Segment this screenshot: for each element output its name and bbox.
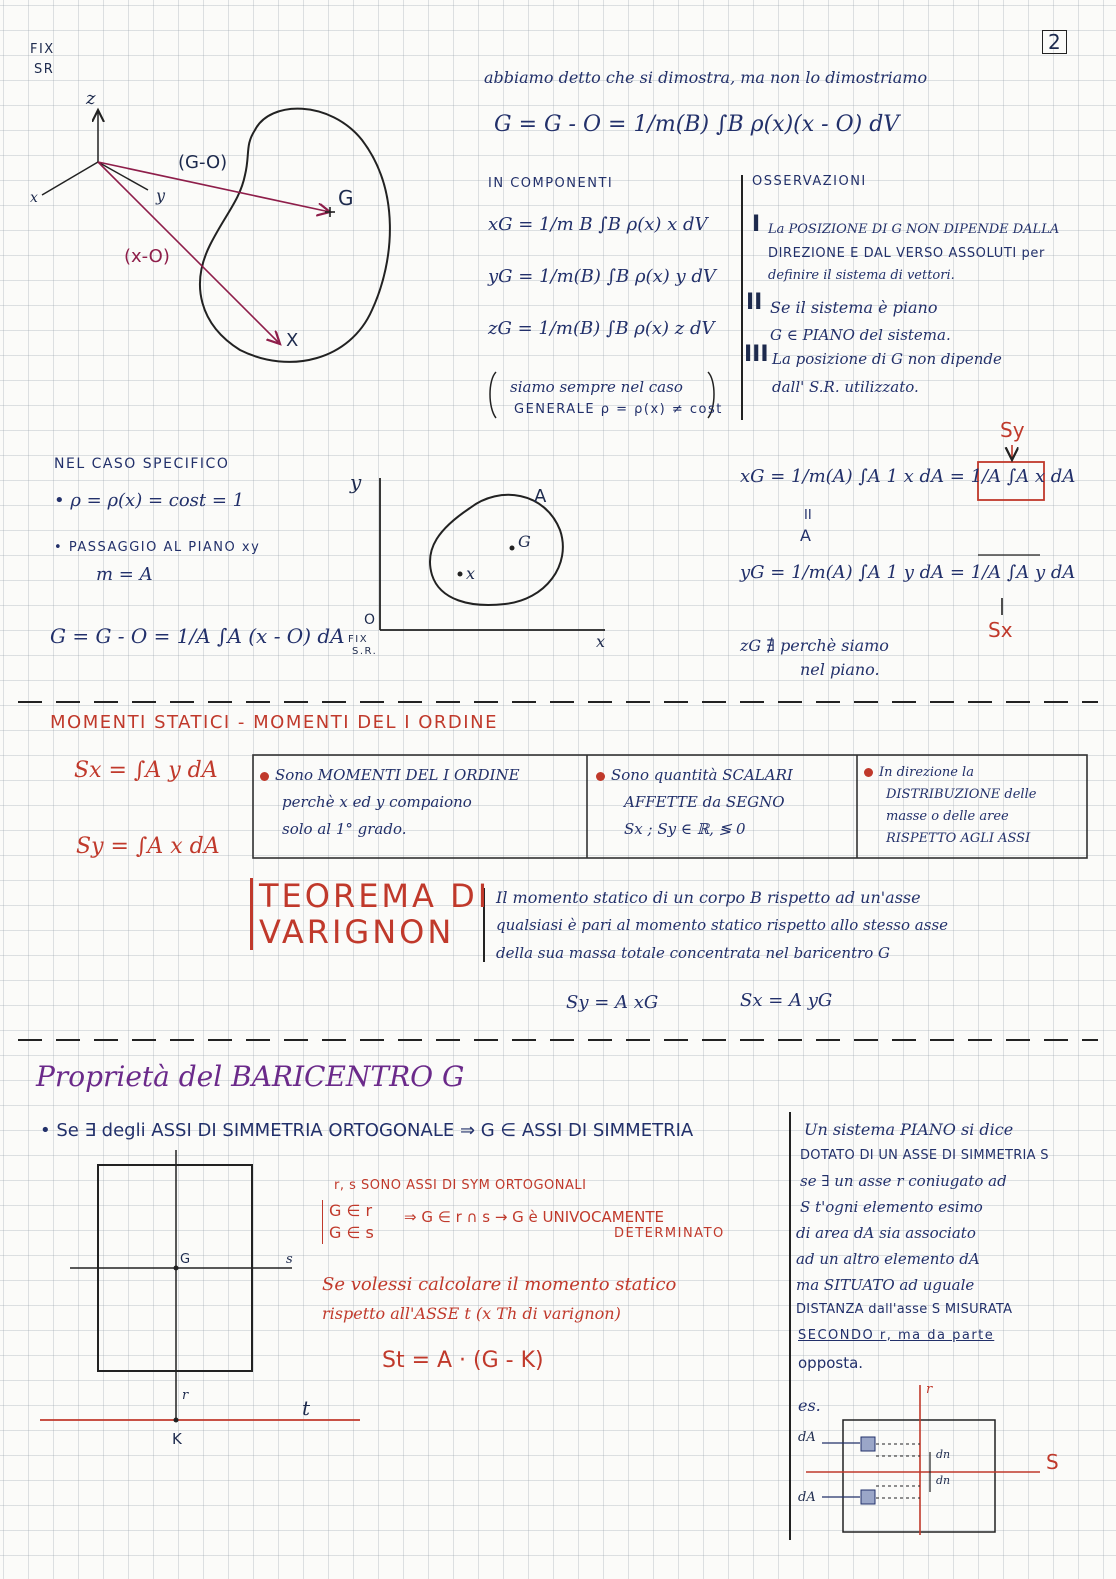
moments-cell-1: Sono MOMENTI DEL I ORDINE perchè x ed y compaiono solo al 1° grado. bbox=[260, 762, 520, 843]
sym-line5: di area dA sia associato bbox=[796, 1224, 976, 1242]
y-label: y bbox=[156, 186, 166, 205]
moments-cell-2: Sono quantità SCALARI AFFETTE da SEGNO Sx ; Sy ∈ ℝ, ≶ 0 bbox=[596, 762, 793, 843]
x-axis-label: x bbox=[30, 190, 38, 206]
properties-bullet: • Se ∃ degli ASSI DI SIMMETRIA ORTOGONALE ⇒ G ∈ ASSI DI SIMMETRIA bbox=[40, 1120, 694, 1141]
calc-note-line1: Se volessi calcolare il momento statico bbox=[322, 1274, 677, 1295]
plot-g-label: G bbox=[518, 532, 531, 551]
sym-line7: ma SITUATO ad uguale bbox=[796, 1276, 975, 1294]
sr-label: SR bbox=[34, 62, 55, 77]
g-membership-system: G ∈ r G ∈ s bbox=[322, 1200, 374, 1244]
properties-title: Proprietà del BARICENTRO G bbox=[36, 1060, 465, 1093]
varignon-formula-sy: Sy = A xG bbox=[566, 992, 659, 1013]
rho-const: • ρ = ρ(x) = cost = 1 bbox=[54, 490, 245, 511]
plane-barycenter-formula: G = G - O = 1/A ∫A (x - O) dA bbox=[50, 624, 345, 648]
sym-fig-da-top: dA bbox=[798, 1430, 816, 1445]
intro-text: abbiamo detto che si dimostra, ma non lo dimostriamo bbox=[484, 68, 928, 87]
plot-origin-label: O bbox=[364, 612, 376, 628]
x-axis bbox=[42, 162, 98, 195]
area-outline bbox=[430, 495, 563, 605]
sym-example-label: es. bbox=[798, 1396, 821, 1415]
moments-cell-3: In direzione la DISTRIBUZIONE delle masse o delle aree RISPETTO AGLI ASSI bbox=[864, 762, 1036, 850]
obs-iii-line1: La posizione di G non dipende bbox=[772, 350, 1002, 368]
varignon-formula-sx: Sx = A yG bbox=[740, 990, 833, 1011]
calc-note-line2: rispetto all'ASSE t (x Th di varignon) bbox=[322, 1304, 621, 1323]
varignon-title: TEOREMA DI VARIGNON bbox=[250, 878, 490, 950]
plot-point-label: x bbox=[466, 564, 476, 583]
fig-t-label: t bbox=[302, 1396, 311, 1420]
xo-label: (x-O) bbox=[124, 246, 170, 267]
mass-note-equal: II bbox=[804, 508, 812, 523]
mass-equals-area: m = A bbox=[96, 564, 153, 585]
body-diagram bbox=[42, 109, 390, 362]
sym-fig-s: S bbox=[1046, 1450, 1059, 1474]
obs-ii-line2: G ∈ PIANO del sistema. bbox=[770, 326, 951, 344]
plot-sr-label: S.R. bbox=[352, 646, 378, 657]
determined-label: DETERMINATO bbox=[614, 1226, 725, 1241]
plot-area-label: A bbox=[534, 486, 547, 507]
yg-formula: yG = 1/m(B) ∫B ρ(x) y dV bbox=[488, 266, 716, 287]
fig-k-label: K bbox=[172, 1430, 182, 1448]
sym-line8: DISTANZA dall'asse S MISURATA bbox=[796, 1302, 1013, 1317]
sx-definition: Sx = ∫A y dA bbox=[74, 758, 218, 783]
general-case-note-2: GENERALE ρ = ρ(x) ≠ cost bbox=[514, 402, 723, 417]
sym-fig-dn-bottom: dn bbox=[936, 1474, 951, 1487]
page-number: 2 bbox=[1042, 30, 1067, 54]
sym-line2: DOTATO DI UN ASSE DI SIMMETRIA S bbox=[800, 1148, 1049, 1163]
sym-line3: se ∃ un asse r coniugato ad bbox=[800, 1172, 1007, 1190]
x-point-label: X bbox=[286, 330, 299, 351]
plot-y-label: y bbox=[350, 470, 362, 494]
rectangle-figure bbox=[40, 1150, 360, 1423]
obs-i-line3: definire il sistema di vettori. bbox=[768, 268, 955, 283]
obs-ii-line1: Se il sistema è piano bbox=[770, 298, 938, 317]
symmetry-figure bbox=[806, 1385, 1040, 1535]
fig-g-label: G bbox=[180, 1252, 191, 1267]
plane-transition: • PASSAGGIO AL PIANO xy bbox=[54, 540, 261, 555]
plane-xg-formula: xG = 1/m(A) ∫A 1 x dA = 1/A ∫A x dA bbox=[740, 466, 1076, 487]
y-axis bbox=[98, 162, 148, 190]
varignon-line1: Il momento statico di un corpo B rispetto ad un'asse bbox=[496, 888, 921, 907]
sy-annotation: Sy bbox=[1000, 418, 1025, 442]
sym-line10: opposta. bbox=[798, 1354, 864, 1372]
obs-i-line1: La POSIZIONE DI G NON DIPENDE DALLA bbox=[768, 222, 1060, 237]
rs-axes-note: r, s SONO ASSI DI SYM ORTOGONALI bbox=[334, 1178, 587, 1193]
body-outline bbox=[200, 109, 390, 362]
notebook-page: FIX SR 2 z y x (G-O) (x-O) G X abbiamo detto che si dimostra, ma non lo dimostriamo G = G - O = 1/m(B) ∫B ρ(x)(x - O) dV IN COMPONENTI xG = 1/m B ∫B ρ(x) x dV yG = 1/m(B) ∫B ρ(x) y dV zG = 1/m(B) ∫B ρ(x) z dV siamo sempre nel caso GENERALE ρ = ρ(x) ≠ cost OSSERVAZIONI I La POSIZIONE DI G NON DIPENDE DALLA DIREZIONE E DAL VERSO ASSOLUTI per definire il sistema di vettori. II Se il sistema è piano G ∈ PIANO del sistema. III La posizione di G non dipende dall' S.R. utilizzato. NEL CASO SPECIFICO • ρ = ρ(x) = cost = 1 • PASSAGGIO AL PIANO xy m = A G = G - O = 1/A ∫A (x - O) dA y x A G x O FIX S.R. xG = 1/m(A) ∫A 1 x dA = 1/A ∫A x dA II A yG = 1/m(A) ∫A 1 y dA = 1/A ∫A y dA Sy Sx zG ∄ perchè siamo nel piano. MOMENTI STATICI - MOMENTI DEL I ORDINE Sx = ∫A y dA Sy = ∫A x dA Sono MOMENTI DEL I ORDINE perchè x ed y compaiono solo al 1° grado. Sono quantità SCALARI AFFETTE da SEGNO Sx ; Sy ∈ ℝ, ≶ 0 In direzione la DISTRIBUZIONE delle masse o delle aree RISPETTO AGLI ASSI TEOREMA DI VARIGNON Il momento statico di un corpo B rispetto ad un'asse qualsiasi è pari al momento statico rispetto allo stesso asse della sua massa totale concentrata nel baricentro G Sy = A xG Sx = A yG Proprietà del BARICENTRO G • Se ∃ degli ASSI DI SIMMETRIA ORTOGONALE ⇒ G ∈ ASSI DI SIMMETRIA r, s SONO ASSI DI SYM ORTOGONALI G ∈ r G ∈ s ⇒ G ∈ r ∩ s → G è UNIVOCAMENTE DETERMINATO Se volessi calcolare il momento statico rispetto all'ASSE t (x Th di varignon) St = A · (G - K) G s r t K Un sistema PIANO si dice DOTATO DI UN ASSE DI SIMMETRIA S se ∃ un asse r coniugato ad S t'ogni elemento esimo di area dA sia associato ad un altro elemento dA ma SITUATO ad uguale DISTANZA dall'asse S MISURATA SECONDO r, ma da parte opposta. es. r S dA dA dn dn bbox=[0, 0, 1116, 1579]
sx-annotation: Sx bbox=[988, 618, 1013, 642]
fig-r-label: r bbox=[182, 1388, 189, 1403]
barycenter-formula: G = G - O = 1/m(B) ∫B ρ(x)(x - O) dV bbox=[494, 112, 900, 137]
z-label: z bbox=[86, 88, 96, 109]
st-formula: St = A · (G - K) bbox=[382, 1348, 544, 1373]
zg-note-2: nel piano. bbox=[800, 660, 880, 679]
plot-x-label: x bbox=[596, 632, 606, 651]
plane-yg-formula: yG = 1/m(A) ∫A 1 y dA = 1/A ∫A y dA bbox=[740, 562, 1076, 583]
sym-fig-dn-top: dn bbox=[936, 1448, 951, 1461]
go-label: (G-O) bbox=[178, 152, 228, 173]
fig-s-label: s bbox=[286, 1252, 293, 1267]
zg-note-1: zG ∄ perchè siamo bbox=[740, 636, 889, 655]
obs-iii-line2: dall' S.R. utilizzato. bbox=[772, 378, 919, 396]
sym-fig-r: r bbox=[926, 1382, 933, 1397]
area-diagram bbox=[380, 478, 605, 630]
general-case-note-1: siamo sempre nel caso bbox=[510, 378, 683, 396]
sym-line4: S t'ogni elemento esimo bbox=[800, 1198, 983, 1216]
obs-i-line2: DIREZIONE E DAL VERSO ASSOLUTI per bbox=[768, 246, 1045, 261]
sym-line6: ad un altro elemento dA bbox=[796, 1250, 980, 1268]
sym-line1: Un sistema PIANO si dice bbox=[804, 1120, 1014, 1139]
components-title: IN COMPONENTI bbox=[488, 176, 614, 191]
xg-formula: xG = 1/m B ∫B ρ(x) x dV bbox=[488, 214, 708, 235]
sy-definition: Sy = ∫A x dA bbox=[76, 834, 220, 859]
static-moments-title: MOMENTI STATICI - MOMENTI DEL I ORDINE bbox=[50, 712, 498, 733]
mass-note-a: A bbox=[800, 526, 811, 545]
specific-case-title: NEL CASO SPECIFICO bbox=[54, 456, 230, 472]
varignon-line2: qualsiasi è pari al momento statico rispetto allo stesso asse bbox=[496, 916, 949, 934]
g-label: G bbox=[338, 186, 354, 210]
fix-label: FIX bbox=[30, 42, 55, 57]
varignon-line3: della sua massa totale concentrata nel baricentro G bbox=[496, 944, 891, 962]
observations-title: OSSERVAZIONI bbox=[752, 174, 867, 189]
plot-fix-label: FIX bbox=[348, 634, 369, 645]
sym-line9: SECONDO r, ma da parte bbox=[798, 1328, 995, 1343]
sym-fig-da-bottom: dA bbox=[798, 1490, 816, 1505]
zg-formula: zG = 1/m(B) ∫B ρ(x) z dV bbox=[488, 318, 715, 339]
g-uniquely-determined: ⇒ G ∈ r ∩ s → G è UNIVOCAMENTE bbox=[404, 1208, 664, 1226]
